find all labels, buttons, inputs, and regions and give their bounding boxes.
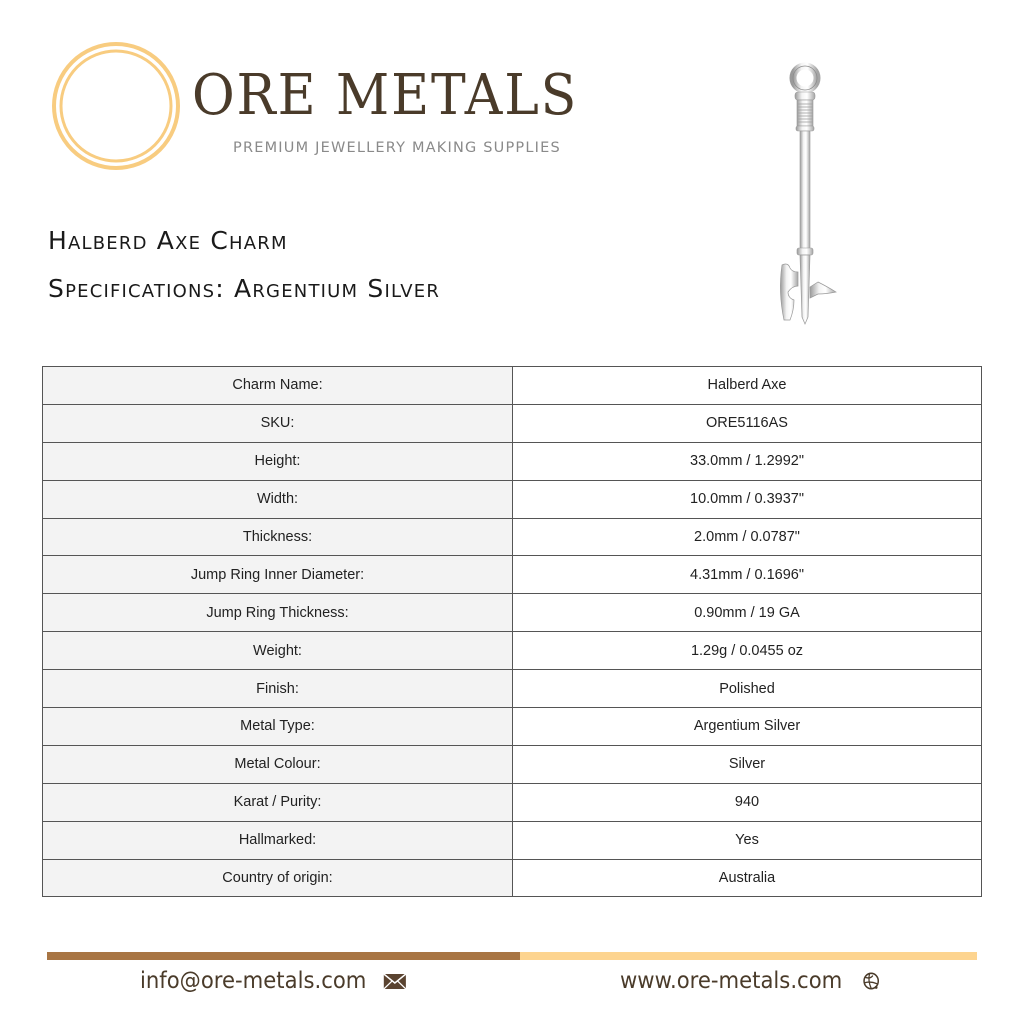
table-row <box>43 859 982 897</box>
spec-value: 4.31mm / 0.1696" <box>513 556 982 594</box>
spec-value: 33.0mm / 1.2992" <box>513 442 982 480</box>
table-row <box>43 670 982 708</box>
table-row <box>43 745 982 783</box>
table-row <box>43 556 982 594</box>
specs-title: Specifications: Argentium Silver <box>48 274 441 303</box>
brand-tagline: PREMIUM JEWELLERY MAKING SUPPLIES <box>233 140 561 156</box>
table-row <box>43 367 982 405</box>
email-link[interactable]: info@ore-metals.com <box>140 968 367 994</box>
footer-divider-gold <box>520 952 977 960</box>
spec-label: Metal Type: <box>43 708 513 746</box>
spec-label: Country of origin: <box>43 859 513 897</box>
spec-label: Hallmarked: <box>43 821 513 859</box>
spec-label: Finish: <box>43 670 513 708</box>
spec-value: 2.0mm / 0.0787" <box>513 518 982 556</box>
table-row <box>43 783 982 821</box>
table-row <box>43 480 982 518</box>
globe-icon <box>859 971 883 991</box>
spec-label: Width: <box>43 480 513 518</box>
spec-label: Jump Ring Thickness: <box>43 594 513 632</box>
spec-value: Argentium Silver <box>513 708 982 746</box>
product-image <box>760 62 860 330</box>
spec-value: ORE5116AS <box>513 404 982 442</box>
logo-rings-icon <box>50 40 182 172</box>
footer-divider-brown <box>47 952 520 960</box>
brand-logo <box>50 40 610 175</box>
table-row <box>43 594 982 632</box>
spec-label: SKU: <box>43 404 513 442</box>
footer-divider <box>47 952 977 960</box>
spec-label: Weight: <box>43 632 513 670</box>
spec-label: Charm Name: <box>43 367 513 405</box>
spec-label: Metal Colour: <box>43 745 513 783</box>
table-row <box>43 632 982 670</box>
spec-value: 0.90mm / 19 GA <box>513 594 982 632</box>
website-link[interactable]: www.ore-metals.com <box>620 968 843 994</box>
footer-email[interactable] <box>140 965 407 997</box>
spec-value: Yes <box>513 821 982 859</box>
table-row <box>43 708 982 746</box>
spec-label: Karat / Purity: <box>43 783 513 821</box>
spec-label: Jump Ring Inner Diameter: <box>43 556 513 594</box>
table-row <box>43 518 982 556</box>
spec-value: Polished <box>513 670 982 708</box>
product-title: Halberd Axe Charm <box>48 226 288 255</box>
table-row <box>43 442 982 480</box>
table-row <box>43 821 982 859</box>
spec-value: Silver <box>513 745 982 783</box>
spec-value: Halberd Axe <box>513 367 982 405</box>
spec-value: 940 <box>513 783 982 821</box>
specifications-table <box>42 366 982 897</box>
spec-label: Height: <box>43 442 513 480</box>
table-row <box>43 404 982 442</box>
spec-value: 1.29g / 0.0455 oz <box>513 632 982 670</box>
footer-website[interactable] <box>620 965 883 997</box>
spec-value: 10.0mm / 0.3937" <box>513 480 982 518</box>
brand-name: ORE METALS <box>192 63 579 128</box>
spec-value: Australia <box>513 859 982 897</box>
spec-label: Thickness: <box>43 518 513 556</box>
envelope-icon <box>383 971 407 991</box>
